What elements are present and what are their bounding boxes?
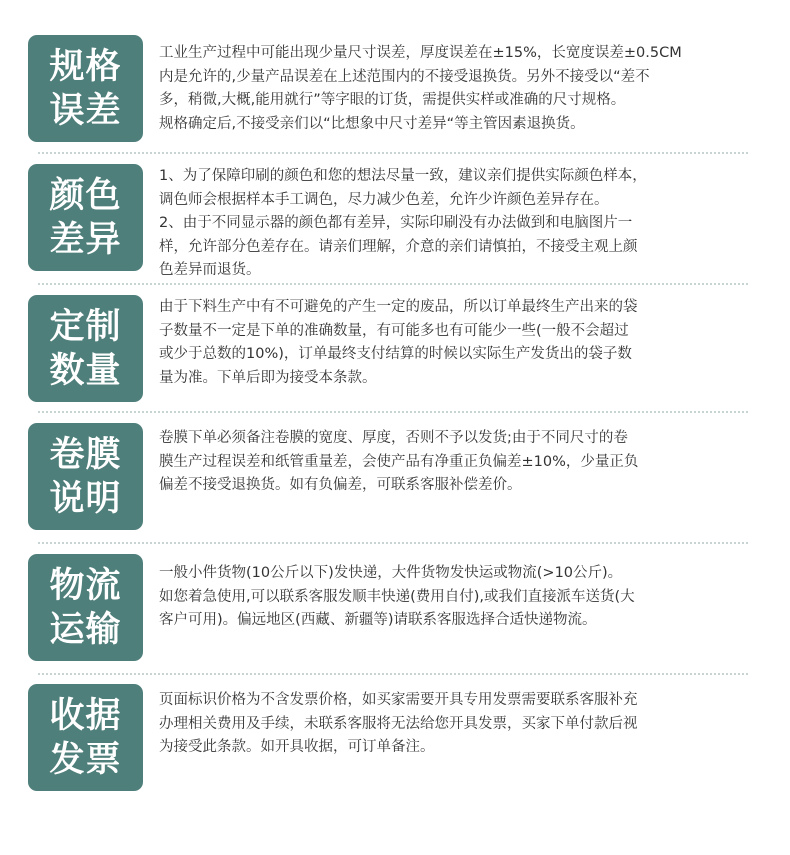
body-line: 膜生产过程误差和纸管重量差，会使产品有净重正负偏差±10%，少量正负 [159, 453, 639, 470]
badge-line: 收据 [49, 695, 122, 736]
section-divider [38, 283, 748, 285]
badge-label [41, 174, 131, 262]
body-line: 偏差不接受退换货。如有负偏差，可联系客服补偿差价。 [159, 477, 522, 493]
body-line: 多，稍微,大概,能用就行”等字眼的订货，需提供实样或准确的尺寸规格。 [159, 92, 626, 108]
badge-label [41, 433, 131, 521]
badge-line: 数量 [49, 350, 122, 391]
section-divider [38, 411, 748, 413]
badge-label [41, 305, 131, 393]
badge-line: 差异 [49, 219, 122, 260]
badge-line: 规格 [49, 46, 122, 87]
badge-line: 颜色 [49, 175, 122, 216]
body-line: 为接受此条款。如开具收据，可订单备注。 [159, 739, 435, 755]
section-divider [38, 152, 748, 154]
body-line: 或少于总数的10%)，订单最终支付结算的时候以实际生产发货出的袋子数 [159, 346, 632, 362]
body-line: 样，允许部分色差存在。请亲们理解，介意的亲们请慎拍，不接受主观上颜 [159, 238, 638, 255]
section-badge [28, 164, 143, 271]
badge-line: 发票 [49, 739, 122, 780]
badge-line: 卷膜 [49, 434, 122, 475]
section-body [159, 42, 764, 136]
section-body [159, 427, 764, 498]
section-body [159, 689, 764, 760]
body-line: 色差异而退货。 [159, 262, 261, 278]
badge-label [41, 694, 131, 782]
body-line: 卷膜下单必须备注卷膜的宽度、厚度，否则不予以发货;由于不同尺寸的卷 [159, 430, 628, 446]
section-badge [28, 684, 143, 791]
body-line: 工业生产过程中可能出现少量尺寸误差，厚度误差在±15%，长宽度误差±0.5CM [159, 45, 682, 61]
body-line: 量为准。下单后即为接受本条款。 [159, 369, 377, 386]
badge-line: 误差 [49, 90, 122, 131]
body-line: 内是允许的,少量产品误差在上述范围内的不接受退换货。另外不接受以“差不 [159, 68, 650, 85]
badge-line: 物流 [49, 565, 122, 606]
badge-label [41, 564, 131, 652]
badge-line: 说明 [49, 478, 122, 519]
section-badge [28, 295, 143, 402]
body-line: 规格确定后,不接受亲们以“比想象中尺寸差异“等主管因素退换货。 [159, 115, 585, 132]
badge-label [41, 45, 131, 133]
badge-line: 定制 [49, 306, 122, 347]
badge-line: 运输 [49, 609, 122, 650]
section-body [159, 296, 764, 390]
body-line: 子数量不一定是下单的准确数量，有可能多也有可能少一些(一般不会超过 [159, 322, 629, 339]
section-body [159, 562, 764, 633]
section-body [159, 165, 764, 283]
body-line: 如您着急使用,可以联系客服发顺丰快递(费用自付),或我们直接派车送货(大 [159, 588, 635, 605]
body-line: 办理相关费用及手续，未联系客服将无法给您开具发票，买家下单付款后视 [159, 715, 638, 732]
section-divider [38, 673, 748, 675]
body-line: 一般小件货物(10公斤以下)发快递，大件货物发快运或物流(>10公斤)。 [159, 565, 623, 581]
section-badge [28, 35, 143, 142]
section-badge [28, 554, 143, 661]
body-line: 客户可用)。偏远地区(西藏、新疆等)请联系客服选择合适快递物流。 [159, 612, 597, 628]
body-line: 调色师会根据样本手工调色，尽力减少色差，允许少许颜色差异存在。 [159, 191, 609, 208]
body-line: 2、由于不同显示器的颜色都有差异，实际印刷没有办法做到和电脑图片一 [159, 215, 633, 231]
section-badge [28, 423, 143, 530]
body-line: 页面标识价格为不含发票价格，如买家需要开具专用发票需要联系客服补充 [159, 692, 638, 708]
section-divider [38, 542, 748, 544]
body-line: 1、为了保障印刷的颜色和您的想法尽量一致，建议亲们提供实际颜色样本， [159, 168, 647, 184]
body-line: 由于下料生产中有不可避免的产生一定的废品，所以订单最终生产出来的袋 [159, 299, 638, 315]
